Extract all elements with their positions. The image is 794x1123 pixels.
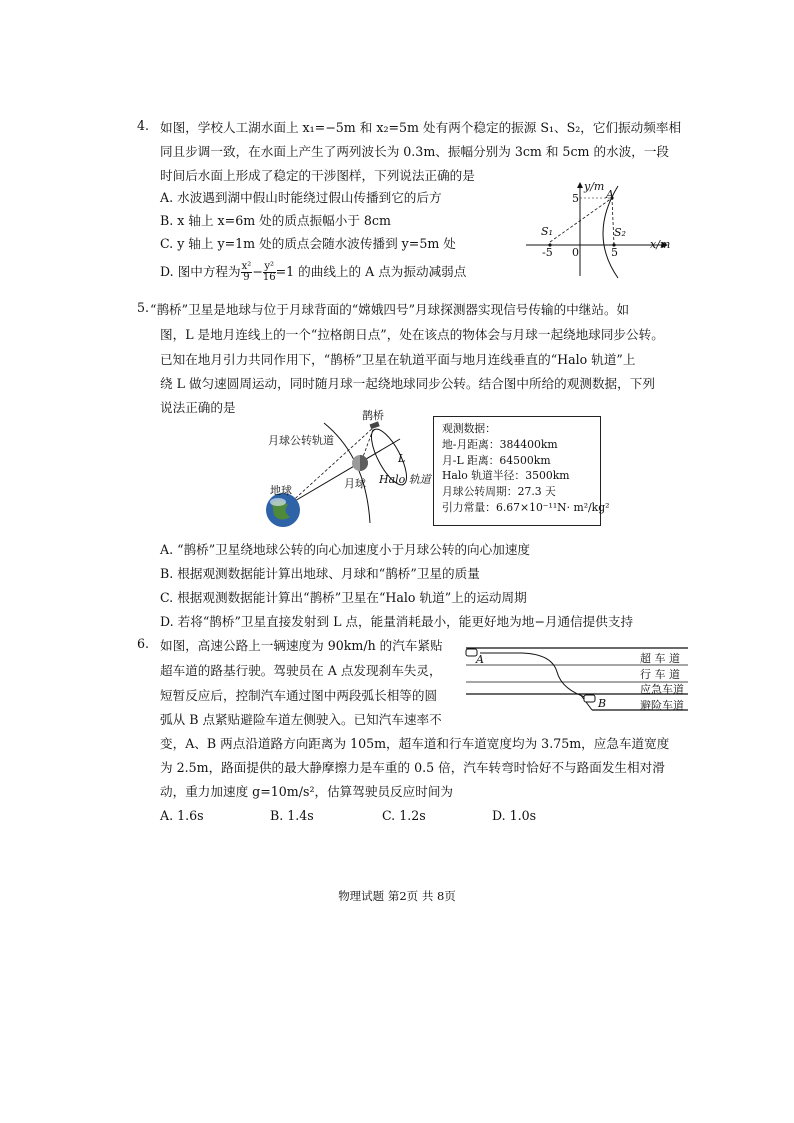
q5-stem-line-3: 已知在地月引力共同作用下，“鹊桥”卫星在轨道平面与地月连线垂直的“Halo 轨道”上 xyxy=(160,352,636,367)
q6-stem-line-6: 为 2.5m，路面提供的最大静摩擦力是车重的 0.5 倍，汽车转弯时恰好不与路面发生相对滑 xyxy=(160,760,665,775)
q4-option-b: B. x 轴上 x=6m 处的质点振幅小于 8cm xyxy=(160,213,391,228)
q4-tick-5: 5 xyxy=(611,246,618,259)
q6-point-b-label: B xyxy=(598,697,607,710)
q5-option-c: C. 根据观测数据能计算出“鹊桥”卫星在“Halo 轨道”上的运动周期 xyxy=(160,590,527,605)
q5-moon-label: 月球 xyxy=(344,477,366,490)
q6-stem-line-7: 动，重力加速度 g=10m/s²，估算驾驶员反应时间为 xyxy=(160,784,454,799)
q5-stem-line-1: “鹊桥”卫星是地球与位于月球背面的“嫦娥四号”月球探测器实现信号传输的中继站。如 xyxy=(150,302,630,317)
q5-obs-earth-moon: 地-月距离：384400km xyxy=(442,437,558,451)
q5-stem-line-5: 说法正确的是 xyxy=(160,400,236,415)
q5-option-b: B. 根据观测数据能计算出地球、月球和“鹊桥”卫星的质量 xyxy=(160,566,480,581)
q4-point-a-label: A xyxy=(606,188,614,201)
q4-option-a: A. 水波遇到湖中假山时能绕过假山传播到它的后方 xyxy=(160,190,442,205)
q4-option-d-prefix: D. 图中方程为 xyxy=(160,264,241,279)
q5-moon-orbit-label: 月球公转轨道 xyxy=(268,434,334,447)
q6-lane-escape: 避险车道 xyxy=(640,699,684,712)
q5-queqiao-label: 鹊桥 xyxy=(362,409,384,422)
q5-obs-moon-l: 月-L 距离：64500km xyxy=(442,453,551,467)
q4-tick-0: 0 xyxy=(572,246,579,259)
q5-stem-line-2: 图，L 是地月连线上的一个“拉格朗日点”，处在该点的物体会与月球一起绕地球同步公转。 xyxy=(160,327,664,342)
q5-point-l-label: L xyxy=(398,452,406,465)
q6-stem-line-2: 超车道的路基行驶。驾驶员在 A 点发现刹车失灵， xyxy=(160,663,442,678)
q6-option-b: B. 1.4s xyxy=(270,808,314,823)
q4-tick-neg5: -5 xyxy=(542,246,553,259)
q4-frac2-denominator: 16 xyxy=(262,272,276,283)
q5-stem-line-4: 绕 L 做匀速圆周运动，同时随月球一起绕地球同步公转。结合图中所给的观测数据，下列 xyxy=(160,376,655,391)
q4-option-d xyxy=(160,262,466,283)
q6-option-d: D. 1.0s xyxy=(492,808,537,823)
q4-tick-y5: 5 xyxy=(572,192,579,205)
q4-stem-line-3: 时间后水面上形成了稳定的干涉图样，下列说法正确的是 xyxy=(160,168,475,183)
q5-option-a: A. “鹊桥”卫星绕地球公转的向心加速度小于月球公转的向心加速度 xyxy=(160,542,531,557)
q6-stem-line-3: 短暂反应后，控制汽车通过图中两段弧长相等的圆 xyxy=(160,688,438,703)
q6-stem-line-4: 弧从 B 点紧贴避险车道左侧驶入。已知汽车速率不 xyxy=(160,712,442,727)
q5-obs-title: 观测数据： xyxy=(442,422,496,435)
q6-lane-overtaking: 超 车 道 xyxy=(640,652,680,665)
q4-frac1-denominator: 9 xyxy=(243,272,250,283)
q5-option-d: D. 若将“鹊桥”卫星直接发射到 L 点，能量消耗最小，能更好地为地−月通信提供支持 xyxy=(160,614,634,629)
q4-option-d-suffix: =1 的曲线上的 A 点为振动减弱点 xyxy=(275,264,467,279)
q4-stem-line-2: 同且步调一致，在水面上产生了两列波长为 0.3m、振幅分别为 3cm 和 5cm 的水波，一段 xyxy=(160,144,670,159)
q4-frac1-numerator: x² xyxy=(241,261,252,272)
q6-number: 6. xyxy=(137,636,150,651)
q4-s2-label: S₂ xyxy=(614,226,626,239)
q5-observation-box xyxy=(433,416,610,526)
q6-stem-line-1: 如图，高速公路上一辆速度为 90km/h 的汽车紧贴 xyxy=(160,638,443,653)
q6-lane-emergency: 应急车道 xyxy=(640,683,684,696)
q5-earth-label: 地球 xyxy=(270,484,292,497)
q5-halo-label: Halo 轨道 xyxy=(379,473,431,486)
q5-obs-halo-radius: Halo 轨道半径：3500km xyxy=(442,469,570,483)
q5-number: 5. xyxy=(137,300,150,315)
q5-obs-gravity-constant: 引力常量：6.67×10⁻¹¹N· m²/kg² xyxy=(442,500,610,514)
q6-stem-line-5: 变，A、B 两点沿道路方向距离为 105m，超车道和行车道宽度均为 3.75m，应急车道宽度 xyxy=(160,736,670,751)
q4-frac2-numerator: y² xyxy=(264,261,275,272)
q4-stem-line-1: 如图，学校人工湖水面上 x₁=−5m 和 x₂=5m 处有两个稳定的振源 S₁、S₂，它们振动频率相 xyxy=(160,120,682,135)
q4-number: 4. xyxy=(137,118,150,133)
q5-figure xyxy=(250,405,430,530)
q4-minus: − xyxy=(252,264,263,279)
q4-option-c: C. y 轴上 y=1m 处的质点会随水波传播到 y=5m 处 xyxy=(160,236,456,251)
q6-option-c: C. 1.2s xyxy=(382,808,426,823)
q4-y-axis-label: y/m xyxy=(584,180,605,193)
q6-point-a-label: A xyxy=(476,653,484,666)
q6-option-a: A. 1.6s xyxy=(160,808,204,823)
q4-s1-label: S₁ xyxy=(541,225,553,238)
page-footer: 物理试题 第2页 共 8页 xyxy=(338,889,456,903)
q6-lane-driving: 行 车 道 xyxy=(640,668,680,681)
q4-x-axis-label: x/m xyxy=(650,238,671,251)
q5-obs-moon-period: 月球公转周期：27.3 天 xyxy=(442,485,556,499)
